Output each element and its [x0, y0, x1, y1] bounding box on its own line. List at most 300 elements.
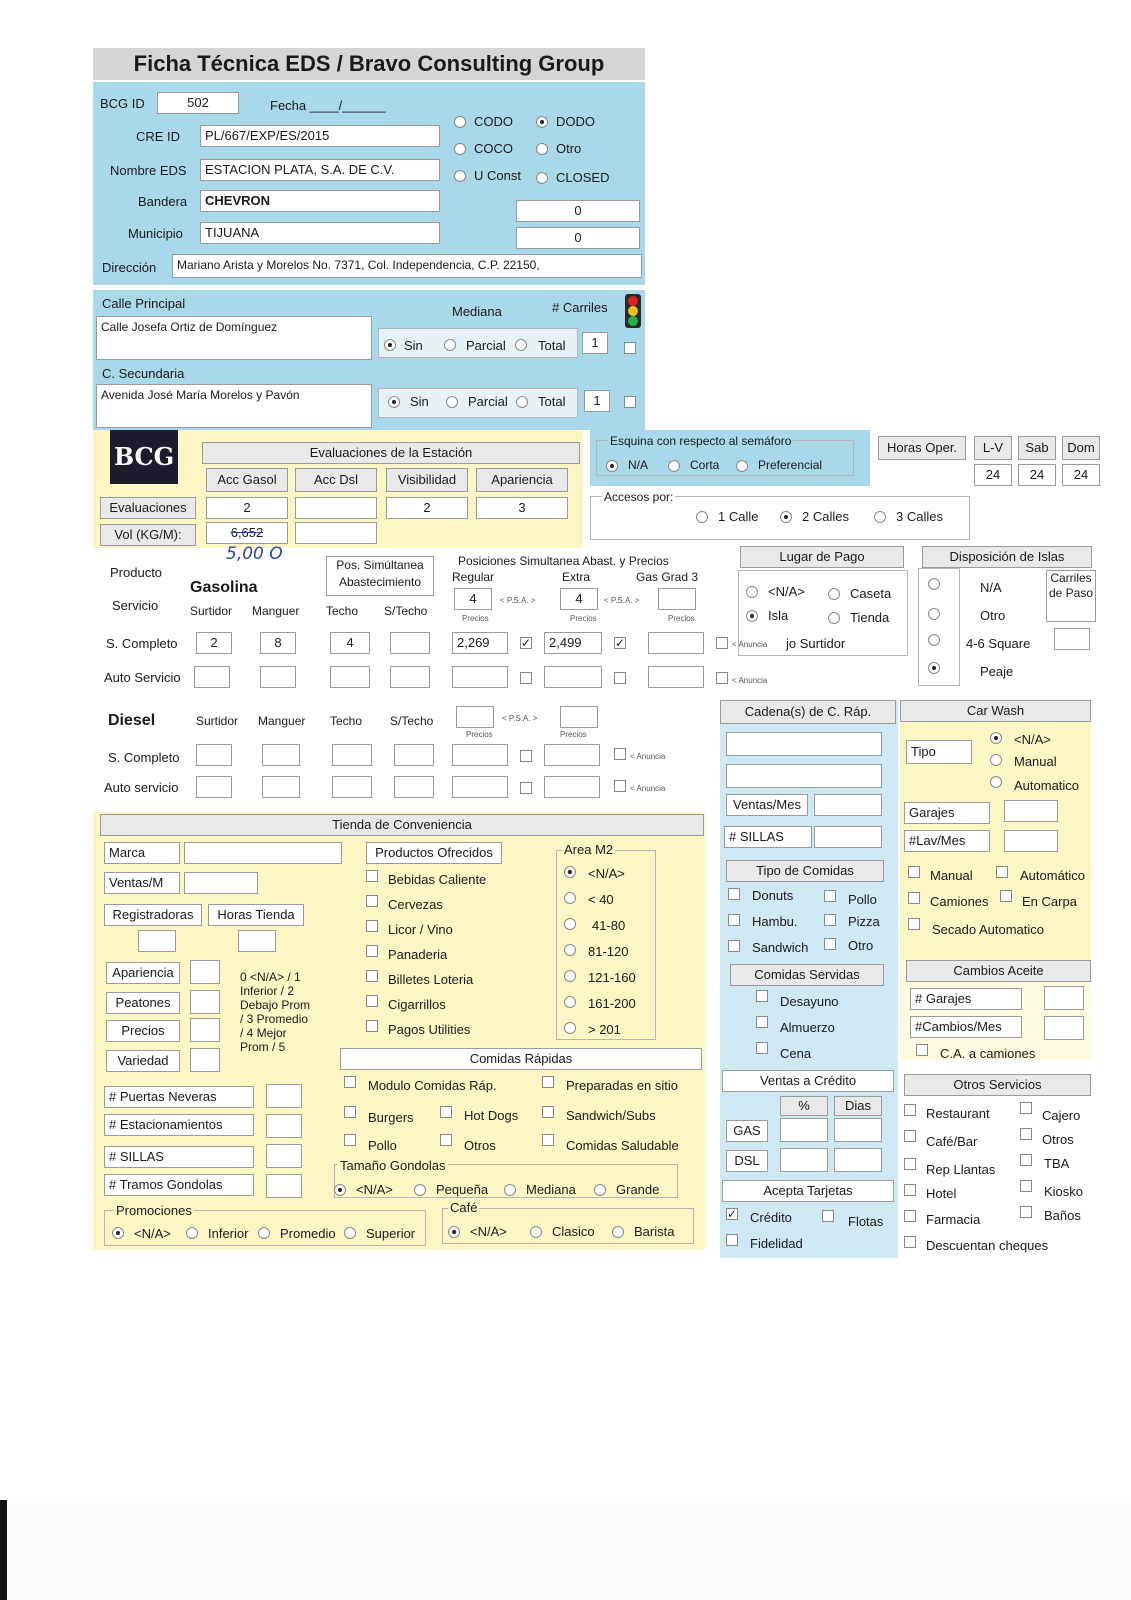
secondary-median-total-label: Total: [538, 394, 566, 409]
type-codo-radio[interactable]: [454, 116, 466, 128]
latitude-field[interactable]: 0: [516, 200, 640, 222]
diesel-sc-manguer-field[interactable]: [262, 744, 300, 766]
svc-otros-label: Otros: [1042, 1132, 1074, 1147]
gas-as-stecho-field[interactable]: [390, 666, 430, 688]
svc-cheques-checkbox[interactable]: [904, 1236, 916, 1248]
product-label: Producto: [110, 565, 163, 580]
diesel-as-manguer-field[interactable]: [262, 776, 300, 798]
corner-preferencial-radio[interactable]: [736, 460, 748, 472]
product-utilities-label: Pagos Utilities: [388, 1022, 471, 1037]
svc-llantas-checkbox[interactable]: [904, 1158, 916, 1170]
gas-as-techo-field[interactable]: [330, 666, 370, 688]
diesel-sc-techo-field[interactable]: [332, 744, 372, 766]
type-uconst-radio[interactable]: [454, 170, 466, 182]
area-161-200-radio[interactable]: [564, 996, 576, 1008]
wash-manual-radio[interactable]: [990, 754, 1002, 766]
promo-superior-radio[interactable]: [344, 1227, 356, 1239]
gas-sc-techo-field[interactable]: 4: [330, 632, 370, 654]
card-fidelidad-checkbox[interactable]: [726, 1234, 738, 1246]
product-cervezas-label: Cervezas: [388, 897, 443, 912]
wash-en-carpa-checkbox[interactable]: [1000, 890, 1012, 902]
grade3-anuncia-checkbox[interactable]: [716, 637, 728, 649]
food-sandwich-checkbox[interactable]: [728, 940, 740, 952]
wash-manual-check-label: Manual: [930, 868, 973, 883]
diesel-sc-surtidor-field[interactable]: [196, 744, 232, 766]
svc-banos-checkbox[interactable]: [1020, 1206, 1032, 1218]
secondary-lanes-checkbox[interactable]: [624, 396, 636, 408]
ff-hotdogs-checkbox[interactable]: [440, 1106, 452, 1118]
pass-lanes-header: Carriles de Paso: [1046, 570, 1096, 622]
island-peaje-label: Peaje: [980, 664, 1014, 679]
product-loteria-checkbox[interactable]: [366, 970, 378, 982]
gas-sc-surtidor-field[interactable]: 2: [196, 632, 232, 654]
ff-module-label: Modulo Comidas Ráp.: [368, 1078, 497, 1093]
meal-desayuno-checkbox[interactable]: [756, 990, 768, 1002]
product-licor-checkbox[interactable]: [366, 920, 378, 932]
volume-field[interactable]: 6,652: [206, 522, 288, 544]
secondary-median-total-radio[interactable]: [516, 396, 528, 408]
wash-garages-field[interactable]: [1004, 800, 1058, 822]
gas-as-anuncia-checkbox[interactable]: [716, 672, 728, 684]
store-brand-label: Marca: [104, 842, 180, 864]
fast-food-chain-field-2[interactable]: [726, 764, 882, 788]
ff-module-checkbox[interactable]: [344, 1076, 356, 1088]
diesel-as-techo-field[interactable]: [332, 776, 372, 798]
diesel-as-anuncia-label: < Anuncia: [630, 784, 666, 793]
coffee-clasico-radio[interactable]: [530, 1226, 542, 1238]
wash-per-month-label: #Lav/Mes: [904, 830, 990, 852]
wash-automatico-radio[interactable]: [990, 776, 1002, 788]
coffee-barista-radio[interactable]: [612, 1226, 624, 1238]
diesel-sc-anuncia-checkbox[interactable]: [614, 748, 626, 760]
oil-changes-field[interactable]: [1044, 1016, 1084, 1040]
promo-inferior-radio[interactable]: [186, 1227, 198, 1239]
registers-field[interactable]: [138, 930, 176, 952]
diesel-sc-checkbox-1[interactable]: [520, 750, 532, 762]
wash-automatic-check-label: Automático: [1020, 868, 1086, 883]
fridge-doors-field[interactable]: [266, 1084, 302, 1108]
handwritten-volume: 5,00 O: [226, 544, 283, 564]
eval-col-apariencia: Apariencia: [476, 468, 568, 492]
access-2-calles-label: 2 Calles: [802, 509, 849, 524]
svc-cafe-checkbox[interactable]: [904, 1130, 916, 1142]
ff-hotdogs-label: Hot Dogs: [464, 1108, 519, 1123]
parking-label: # Estacionamientos: [104, 1114, 254, 1136]
secondary-street-label: C. Secundaria: [102, 366, 185, 381]
main-street-field[interactable]: Calle Josefa Ortiz de Domínguez: [96, 316, 372, 360]
island-otro-radio[interactable]: [928, 608, 940, 620]
secondary-median-parcial-label: Parcial: [468, 394, 508, 409]
lanes-label: # Carriles: [552, 300, 608, 315]
ff-otros-checkbox[interactable]: [440, 1134, 452, 1146]
wash-camiones-checkbox[interactable]: [908, 892, 920, 904]
secondary-median-sin-radio[interactable]: [388, 396, 400, 408]
store-appearance-label: Apariencia: [106, 962, 180, 984]
credit-dsl-percent-field[interactable]: [780, 1148, 828, 1172]
svc-cajero-label: Cajero: [1042, 1108, 1081, 1123]
store-prices-field[interactable]: [190, 1018, 220, 1042]
ff-saludable-checkbox[interactable]: [542, 1134, 554, 1146]
municipality-field[interactable]: TIJUANA: [200, 222, 440, 244]
hours-col-dom: Dom: [1062, 436, 1100, 460]
main-lanes-checkbox[interactable]: [624, 342, 636, 354]
cre-id-field[interactable]: PL/667/EXP/ES/2015: [200, 125, 440, 147]
wash-secado-checkbox[interactable]: [908, 918, 920, 930]
hours-label: Horas Oper.: [878, 436, 966, 460]
diesel-as-price2-field[interactable]: [544, 776, 600, 798]
ff-burgers-checkbox[interactable]: [344, 1106, 356, 1118]
area-41-80-radio[interactable]: [564, 918, 576, 930]
self-service-label: Auto Servicio: [104, 670, 181, 685]
gas-sc-stecho-field[interactable]: [390, 632, 430, 654]
hours-sab-field[interactable]: 24: [1018, 464, 1056, 486]
payment-tienda-radio[interactable]: [828, 612, 840, 624]
meal-cena-checkbox[interactable]: [756, 1042, 768, 1054]
main-lanes-field[interactable]: 1: [582, 332, 608, 354]
gas-as-surtidor-field[interactable]: [194, 666, 230, 688]
gas-as-regular-price-field[interactable]: [452, 666, 508, 688]
diesel-full-service-label: S. Completo: [108, 750, 180, 765]
wash-na-label: <N/A>: [1014, 732, 1051, 747]
product-cigarrillos-checkbox[interactable]: [366, 995, 378, 1007]
station-name-label: Nombre EDS: [110, 163, 187, 178]
regular-price-caption: Precios: [462, 614, 489, 623]
credit-sales-title: Ventas a Crédito: [722, 1070, 894, 1092]
food-pizza-checkbox[interactable]: [824, 914, 836, 926]
product-utilities-checkbox[interactable]: [366, 1020, 378, 1032]
type-coco-radio[interactable]: [454, 143, 466, 155]
eval-acc-gasol-field[interactable]: 2: [206, 497, 288, 519]
food-otro-checkbox[interactable]: [824, 938, 836, 950]
oil-trucks-checkbox[interactable]: [916, 1044, 928, 1056]
main-median-sin-radio[interactable]: [384, 339, 396, 351]
payment-caseta-label: Caseta: [850, 586, 892, 601]
access-3-calles-radio[interactable]: [874, 511, 886, 523]
food-hambu-checkbox[interactable]: [728, 914, 740, 926]
area-121-160-label: 121-160: [588, 970, 636, 985]
gas-sc-manguer-field[interactable]: 8: [260, 632, 296, 654]
store-sales-field[interactable]: [184, 872, 258, 894]
gondola-mediana-label: Mediana: [526, 1182, 576, 1197]
area-40-label: < 40: [588, 892, 614, 907]
traffic-light-icon: [625, 294, 641, 328]
product-loteria-label: Billetes Loteria: [388, 972, 474, 987]
svc-kiosko-checkbox[interactable]: [1020, 1180, 1032, 1192]
chain-sales-field[interactable]: [814, 794, 882, 816]
wash-automatico-label: Automatico: [1014, 778, 1080, 793]
food-hambu-label: Hambu.: [752, 914, 798, 929]
island-otro-label: Otro: [980, 608, 1006, 623]
fast-food-chain-field-1[interactable]: [726, 732, 882, 756]
access-1-calle-radio[interactable]: [696, 511, 708, 523]
payment-na-label: <N/A>: [768, 584, 805, 599]
products-offered-title: Productos Ofrecidos: [366, 842, 502, 864]
promo-promedio-radio[interactable]: [258, 1227, 270, 1239]
brand-field[interactable]: CHEVRON: [200, 190, 440, 212]
gondola-sections-label: # Tramos Gondolas: [104, 1174, 254, 1196]
food-pollo-checkbox[interactable]: [824, 890, 836, 902]
wash-en-carpa-label: En Carpa: [1022, 894, 1077, 909]
island-46-square-radio[interactable]: [928, 634, 940, 646]
gondola-na-radio[interactable]: [334, 1184, 346, 1196]
payment-caseta-radio[interactable]: [828, 588, 840, 600]
coffee-barista-label: Barista: [634, 1224, 675, 1239]
wash-manual-checkbox[interactable]: [908, 866, 920, 878]
gas-as-extra-price-field[interactable]: [544, 666, 602, 688]
product-cervezas-checkbox[interactable]: [366, 895, 378, 907]
secondary-median-parcial-radio[interactable]: [446, 396, 458, 408]
card-flotas-checkbox[interactable]: [822, 1210, 834, 1222]
type-dodo-label: DODO: [556, 114, 595, 129]
main-median-total-radio[interactable]: [515, 339, 527, 351]
gondola-size-label: Tamaño Gondolas: [340, 1158, 446, 1173]
payment-place-title: Lugar de Pago: [740, 546, 904, 568]
extra-price-field[interactable]: 2,499: [544, 632, 602, 654]
diesel-title: Diesel: [108, 712, 156, 729]
area-na-radio[interactable]: [564, 866, 576, 878]
payment-na-radio[interactable]: [746, 586, 758, 598]
ff-otros-label: Otros: [464, 1138, 496, 1153]
form-title: Ficha Técnica EDS / Bravo Consulting Group: [93, 48, 645, 80]
scale-line-1: 0 <N/A> / 1: [240, 970, 301, 984]
gondola-grande-radio[interactable]: [594, 1184, 606, 1196]
svc-restaurant-checkbox[interactable]: [904, 1104, 916, 1116]
store-seats-label: # SILLAS: [104, 1146, 254, 1168]
diesel-as-surtidor-field[interactable]: [196, 776, 232, 798]
ff-saludable-label: Comidas Saludable: [566, 1138, 679, 1153]
pass-lanes-field[interactable]: [1054, 628, 1090, 650]
secondary-lanes-field[interactable]: 1: [584, 390, 610, 412]
fast-food-chain-title: Cadena(s) de C. Ráp.: [720, 700, 896, 724]
car-wash-type-label: Tipo: [906, 740, 972, 764]
regular-positions-field[interactable]: 4: [454, 588, 492, 610]
credit-dsl-dias-field[interactable]: [834, 1148, 882, 1172]
scale-line-3: Debajo Prom: [240, 998, 311, 1012]
ff-preparadas-checkbox[interactable]: [542, 1076, 554, 1088]
grade3-positions-field[interactable]: [658, 588, 696, 610]
extra-positions-field[interactable]: 4: [560, 588, 598, 610]
promo-na-label: <N/A>: [134, 1226, 171, 1241]
type-closed-label: CLOSED: [556, 170, 610, 185]
scale-line-2: Inferior / 2: [240, 984, 295, 998]
oil-garages-field[interactable]: [1044, 986, 1084, 1010]
diesel-col-manguer: Manguer: [258, 714, 306, 728]
eval-visibilidad-field[interactable]: 2: [386, 497, 468, 519]
promo-na-radio[interactable]: [112, 1227, 124, 1239]
island-na-radio[interactable]: [928, 578, 940, 590]
area-201-radio[interactable]: [564, 1022, 576, 1034]
simultaneous-positions-header: Pos. Simúltanea Abastecimiento: [326, 556, 434, 596]
svc-banos-label: Baños: [1044, 1208, 1081, 1223]
oil-trucks-label: C.A. a camiones: [940, 1046, 1036, 1061]
wash-per-month-field[interactable]: [1004, 830, 1058, 852]
type-closed-radio[interactable]: [536, 172, 548, 184]
credit-col-dias: Dias: [834, 1096, 882, 1116]
chain-seats-field[interactable]: [814, 826, 882, 848]
scan-edge: [0, 1500, 7, 1600]
corner-na-radio[interactable]: [606, 460, 618, 472]
diesel-price-caption-2: Precios: [560, 730, 587, 739]
gondola-mediana-radio[interactable]: [504, 1184, 516, 1196]
grade3-anuncia-label: < Anuncia: [732, 640, 768, 649]
ff-pollo-checkbox[interactable]: [344, 1134, 356, 1146]
regular-price-checkbox[interactable]: ✓: [521, 636, 532, 650]
svc-cheques-label: Descuentan cheques: [926, 1238, 1049, 1253]
extra-price-checkbox[interactable]: ✓: [615, 636, 626, 650]
ff-sandwich-checkbox[interactable]: [542, 1106, 554, 1118]
evaluations-title: Evaluaciones de la Estación: [202, 442, 580, 464]
access-3-calles-label: 3 Calles: [896, 509, 943, 524]
svc-cafe-label: Café/Bar: [926, 1134, 978, 1149]
island-peaje-radio[interactable]: [928, 662, 940, 674]
diesel-positions-field[interactable]: [456, 706, 494, 728]
area-121-160-radio[interactable]: [564, 970, 576, 982]
store-appearance-field[interactable]: [190, 960, 220, 984]
area-201-label: > 201: [588, 1022, 621, 1037]
product-licor-label: Licor / Vino: [388, 922, 453, 937]
corner-corta-radio[interactable]: [668, 460, 680, 472]
address-field[interactable]: Mariano Arista y Morelos No. 7371, Col. Independencia, C.P. 22150,: [172, 254, 642, 278]
longitude-field[interactable]: 0: [516, 227, 640, 249]
food-pollo-label: Pollo: [848, 892, 877, 907]
hours-dom-field[interactable]: 24: [1062, 464, 1100, 486]
svc-farmacia-label: Farmacia: [926, 1212, 981, 1227]
eval-apariencia-field[interactable]: 3: [476, 497, 568, 519]
type-otro-radio[interactable]: [536, 143, 548, 155]
wash-manual-label: Manual: [1014, 754, 1057, 769]
area-81-120-radio[interactable]: [564, 944, 576, 956]
ff-preparadas-label: Preparadas en sitio: [566, 1078, 679, 1093]
wash-na-radio[interactable]: [990, 732, 1002, 744]
area-161-200-label: 161-200: [588, 996, 636, 1011]
food-sandwich-label: Sandwich: [752, 940, 809, 955]
corner-na-label: N/A: [628, 458, 649, 472]
diesel-self-service-label: Auto servicio: [104, 780, 179, 795]
chain-sales-label: Ventas/Mes: [726, 794, 808, 816]
address-label: Dirección: [102, 260, 157, 275]
store-pedestrians-field[interactable]: [190, 990, 220, 1014]
svc-farmacia-checkbox[interactable]: [904, 1210, 916, 1222]
svc-llantas-label: Rep Llantas: [926, 1162, 996, 1177]
secondary-street-field[interactable]: Avenida José María Morelos y Pavón: [96, 384, 372, 428]
regular-price-field[interactable]: 2,269: [452, 632, 508, 654]
area-41-80-label: 41-80: [592, 918, 626, 933]
volume-label: Vol (KG/M):: [100, 524, 196, 546]
cre-id-label: CRE ID: [136, 129, 181, 144]
store-pedestrians-label: Peatones: [106, 992, 180, 1014]
gondola-pequena-radio[interactable]: [414, 1184, 426, 1196]
gondola-pequena-label: Pequeña: [436, 1182, 489, 1197]
access-label: Accesos por:: [604, 490, 674, 504]
svc-tba-checkbox[interactable]: [1020, 1154, 1032, 1166]
volume-extra-field[interactable]: [295, 522, 377, 544]
scale-line-5: / 4 Mejor: [240, 1026, 287, 1040]
store-seats-field[interactable]: [266, 1144, 302, 1168]
regular-psa-label: < P.S.A. >: [500, 596, 536, 605]
svc-otros-checkbox[interactable]: [1020, 1128, 1032, 1140]
diesel-sc-price1-field[interactable]: [452, 744, 508, 766]
diesel-as-checkbox-1[interactable]: [520, 782, 532, 794]
diesel-as-price1-field[interactable]: [452, 776, 508, 798]
col-manguer: Manguer: [252, 604, 300, 618]
main-median-parcial-radio[interactable]: [444, 339, 456, 351]
svc-hotel-checkbox[interactable]: [904, 1184, 916, 1196]
gas-as-manguer-field[interactable]: [260, 666, 296, 688]
meal-desayuno-label: Desayuno: [780, 994, 839, 1009]
meal-almuerzo-checkbox[interactable]: [756, 1016, 768, 1028]
scan-footer: [0, 1500, 1131, 1600]
parking-field[interactable]: [266, 1114, 302, 1138]
food-donuts-checkbox[interactable]: [728, 888, 740, 900]
main-street-label: Calle Principal: [102, 296, 186, 311]
svc-cajero-checkbox[interactable]: [1020, 1102, 1032, 1114]
store-variety-label: Variedad: [106, 1050, 180, 1072]
payment-isla-radio[interactable]: [746, 610, 758, 622]
wash-automatic-checkbox[interactable]: [996, 866, 1008, 878]
diesel-as-stecho-field[interactable]: [394, 776, 434, 798]
food-pizza-label: Pizza: [848, 914, 880, 929]
station-name-field[interactable]: ESTACION PLATA, S.A. DE C.V.: [200, 159, 440, 181]
corner-preferencial-label: Preferencial: [758, 458, 823, 472]
wash-camiones-label: Camiones: [930, 894, 989, 909]
grade3-price-field[interactable]: [648, 632, 704, 654]
cards-title: Acepta Tarjetas: [722, 1180, 894, 1202]
gas-as-grade3-price-field[interactable]: [648, 666, 704, 688]
eval-acc-dsl-field[interactable]: [295, 497, 377, 519]
wash-secado-label: Secado Automatico: [932, 922, 1045, 937]
gas-as-extra-checkbox[interactable]: [614, 672, 626, 684]
main-median-total-label: Total: [538, 338, 566, 353]
diesel-sc-stecho-field[interactable]: [394, 744, 434, 766]
positions-prices-label: Posiciones Simultanea Abast. y Precios: [458, 554, 669, 568]
gas-as-anuncia-label: < Anuncia: [732, 676, 768, 685]
type-dodo-radio[interactable]: [536, 116, 548, 128]
credit-gas-percent-field[interactable]: [780, 1118, 828, 1142]
col-surtidor: Surtidor: [190, 604, 233, 618]
product-panaderia-label: Panaderia: [388, 947, 448, 962]
gondola-grande-label: Grande: [616, 1182, 660, 1197]
gondola-sections-field[interactable]: [266, 1174, 302, 1198]
access-2-calles-radio[interactable]: [780, 511, 792, 523]
credit-gas-dias-field[interactable]: [834, 1118, 882, 1142]
area-40-radio[interactable]: [564, 892, 576, 904]
diesel-sc-price2-field[interactable]: [544, 744, 600, 766]
diesel-positions2-field[interactable]: [560, 706, 598, 728]
gas-as-regular-checkbox[interactable]: [520, 672, 532, 684]
col-s-techo: S/Techo: [384, 604, 428, 618]
store-hours-field[interactable]: [238, 930, 276, 952]
coffee-na-radio[interactable]: [448, 1226, 460, 1238]
diesel-psa-label: < P.S.A. >: [502, 714, 538, 723]
product-bebidas-checkbox[interactable]: [366, 870, 378, 882]
promotions-label: Promociones: [116, 1203, 192, 1218]
card-credito-checkbox[interactable]: ✓: [727, 1207, 738, 1221]
store-brand-field[interactable]: [184, 842, 342, 864]
store-variety-field[interactable]: [190, 1048, 220, 1072]
credit-col-percent: %: [780, 1096, 828, 1116]
food-otro-label: Otro: [848, 938, 874, 953]
diesel-as-anuncia-checkbox[interactable]: [614, 780, 626, 792]
bcg-id-field[interactable]: 502: [157, 92, 239, 114]
type-coco-label: COCO: [474, 141, 513, 156]
service-label: Servicio: [112, 598, 159, 613]
meals-served-title: Comidas Servidas: [730, 964, 884, 986]
diesel-col-stecho: S/Techo: [390, 714, 434, 728]
product-panaderia-checkbox[interactable]: [366, 945, 378, 957]
meal-cena-label: Cena: [780, 1046, 812, 1061]
svc-restaurant-label: Restaurant: [926, 1106, 990, 1121]
hours-lv-field[interactable]: 24: [974, 464, 1012, 486]
